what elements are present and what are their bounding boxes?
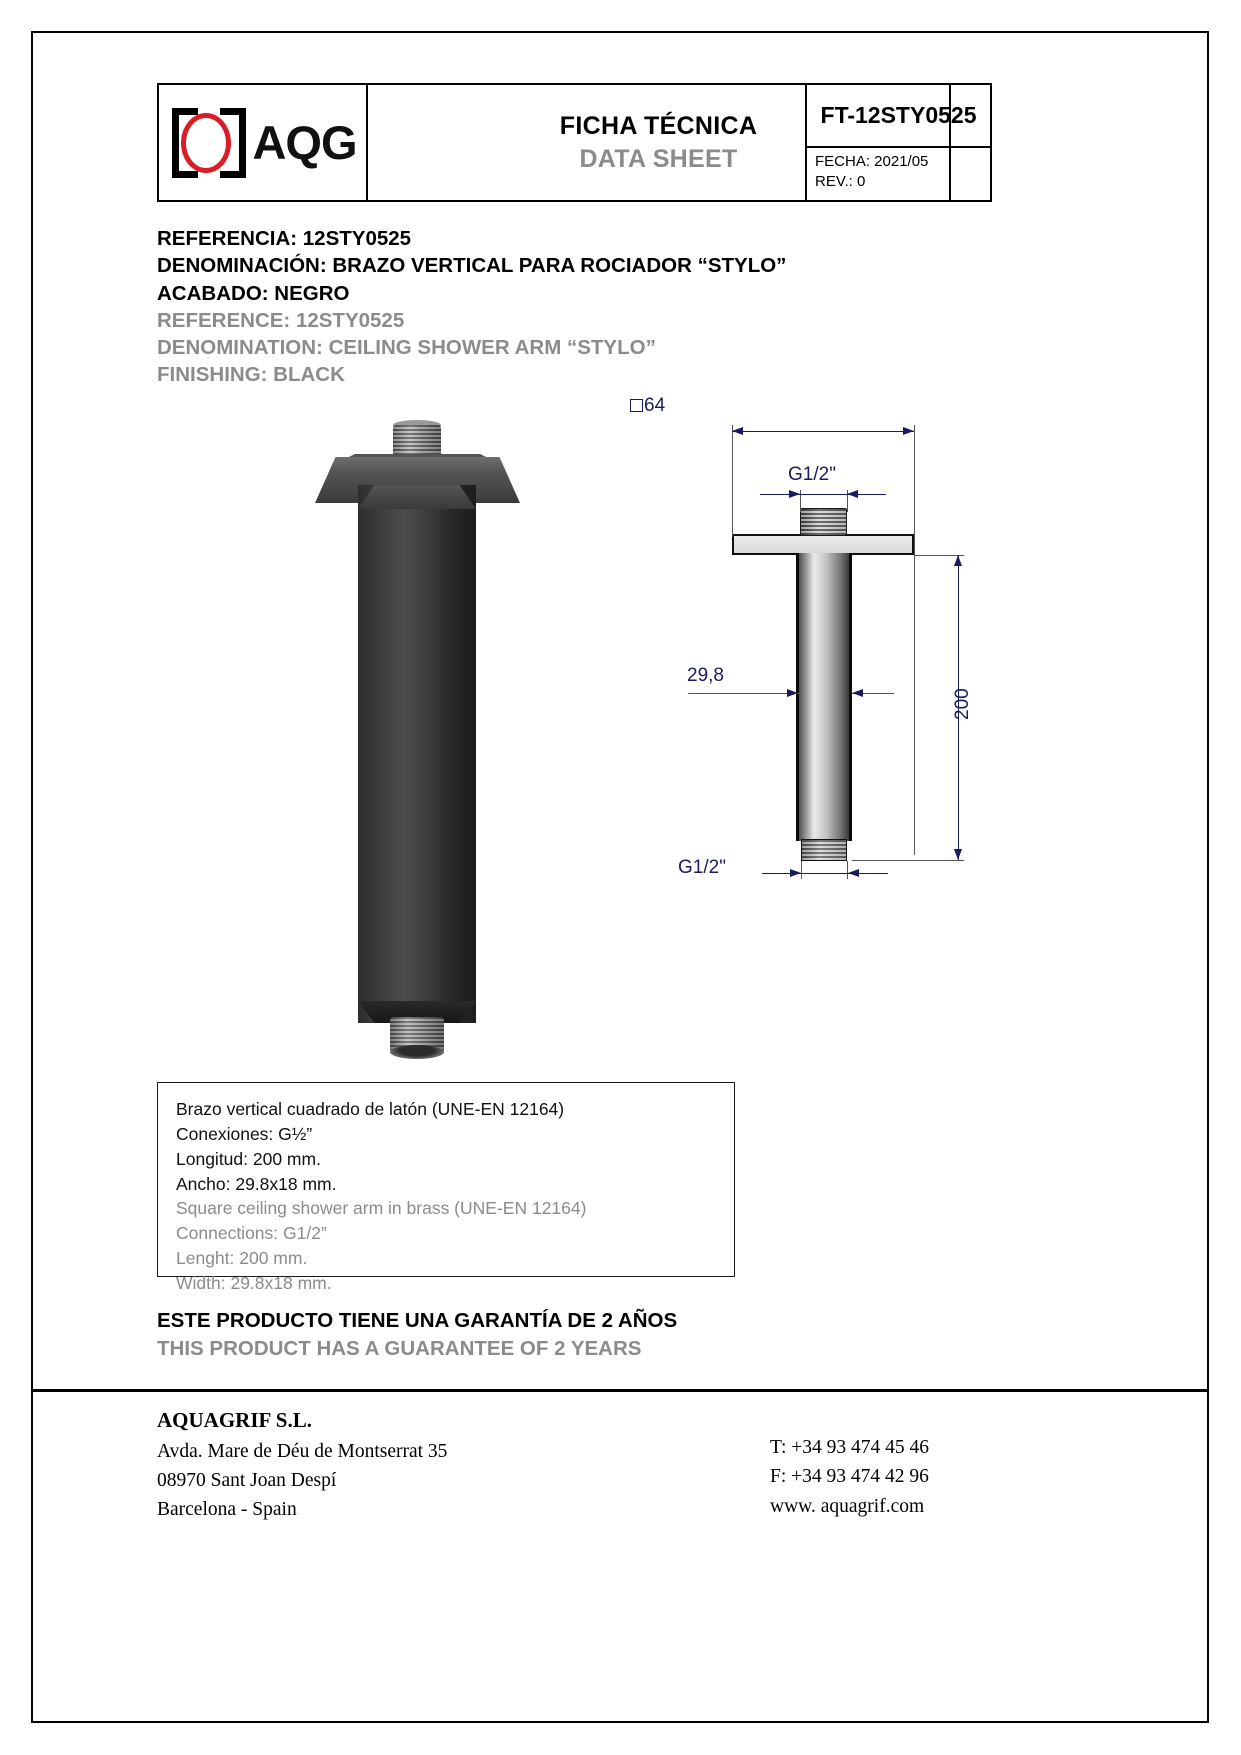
dim-plate-width-label: 64: [630, 395, 665, 417]
warranty-es: ESTE PRODUCTO TIENE UNA GARANTÍA DE 2 AÑOS: [157, 1309, 678, 1332]
spec-en-connections: Connections: G1/2”: [176, 1223, 327, 1244]
footer: [0, 1400, 1241, 1550]
aqg-logo-mark-icon: [168, 104, 250, 182]
warranty-en: THIS PRODUCT HAS A GUARANTEE OF 2 YEARS: [157, 1337, 642, 1361]
denomination-line: DENOMINATION: CEILING SHOWER ARM “STYLO”: [157, 336, 656, 359]
drawing-bottom-thread: [801, 839, 847, 861]
footer-address-line-1: Avda. Mare de Déu de Montserrat 35: [157, 1440, 448, 1462]
reference-line: REFERENCE: 12STY0525: [157, 308, 405, 332]
acabado-line: ACABADO: NEGRO: [157, 281, 350, 305]
dim-length-label: 200: [952, 688, 973, 720]
footer-address-line-3: Barcelona - Spain: [157, 1499, 297, 1520]
spec-es-material: Brazo vertical cuadrado de latón (UNE-EN 12164): [176, 1099, 565, 1119]
title-es: FICHA TÉCNICA: [559, 111, 758, 140]
spec-es-connections: Conexiones: G½”: [176, 1123, 313, 1144]
product-render-3d: [230, 405, 560, 1045]
spec-en-material: Square ceiling shower arm in brass (UNE-EN 12164): [176, 1198, 587, 1219]
drawing-tube: [796, 553, 852, 841]
technical-drawing: [630, 395, 1030, 1055]
square-symbol-icon: [630, 399, 643, 412]
warranty-block: [157, 1307, 677, 1364]
reference-block: [157, 225, 1057, 389]
drawing-ceiling-plate: [732, 534, 914, 555]
document-code: FT-12STY0525: [820, 102, 977, 128]
render-top-thread: [393, 425, 441, 459]
footer-company-name: AQUAGRIF S.L.: [157, 1408, 312, 1432]
referencia-line: REFERENCIA: 12STY0525: [157, 227, 412, 250]
spec-es-length: Longitud: 200 mm.: [176, 1148, 321, 1169]
logo-wordmark: AQG: [252, 116, 357, 169]
title-en: DATA SHEET: [579, 144, 738, 173]
dim-tube-width-label: 29,8: [687, 665, 724, 686]
footer-address-line-2: 08970 Sant Joan Despí: [157, 1469, 337, 1491]
footer-phone: T: +34 93 474 45 46: [770, 1437, 929, 1458]
footer-contact-block: [770, 1433, 929, 1521]
finishing-line: FINISHING: BLACK: [157, 363, 345, 387]
footer-address-block: [157, 1405, 447, 1524]
drawing-top-thread: [800, 508, 847, 536]
denominacion-line: DENOMINACIÓN: BRAZO VERTICAL PARA ROCIADOR “STYLO”: [157, 254, 787, 278]
specification-box: [157, 1082, 735, 1293]
footer-website[interactable]: www. aquagrif.com: [770, 1495, 925, 1517]
drawing-area: [150, 395, 1050, 1055]
document-meta-cell: [805, 146, 992, 202]
document-revision: REV.: 0: [815, 172, 866, 190]
footer-divider: [33, 1389, 1207, 1392]
render-arm-body: [358, 485, 476, 1023]
header-table: [157, 83, 990, 202]
spec-es-width: Ancho: 29.8x18 mm.: [176, 1173, 337, 1194]
document-date: FECHA: 2021/05: [815, 153, 929, 170]
dim-thread-bottom-label: G1/2": [678, 857, 726, 878]
footer-fax: F: +34 93 474 42 96: [770, 1466, 929, 1488]
dim-thread-top-label: G1/2": [788, 464, 836, 485]
spec-en-width: Width: 29.8x18 mm.: [176, 1272, 332, 1293]
aqg-logo: [168, 104, 356, 182]
document-code-cell: [805, 83, 992, 148]
spec-en-length: Lenght: 200 mm.: [176, 1248, 308, 1269]
brand-logo-cell: [157, 83, 368, 202]
